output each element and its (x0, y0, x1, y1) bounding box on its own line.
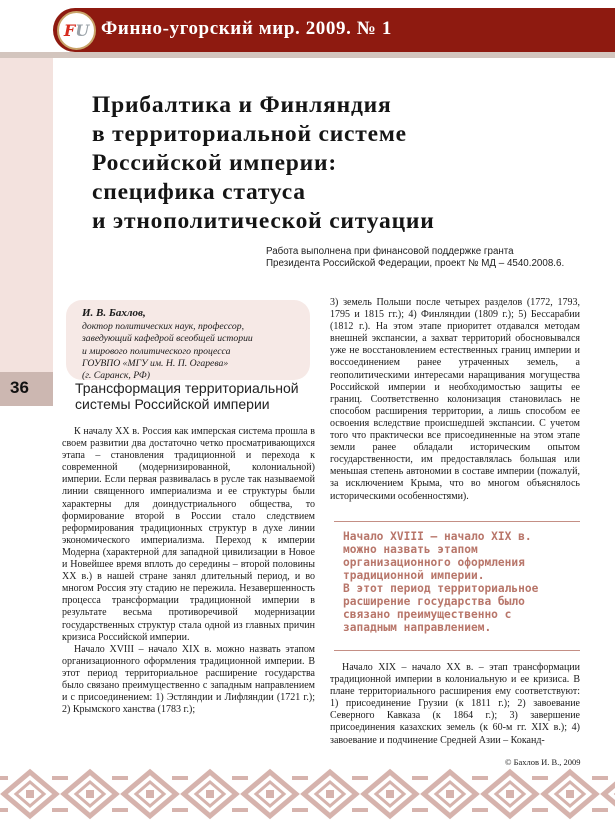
pull-quote-line: связано преимущественно с (343, 608, 512, 621)
grant-note-line: Работа выполнена при финансовой поддержке гранта (266, 246, 514, 257)
article-title-line: и этнополитической ситуации (92, 208, 435, 234)
pull-quote-line: Начало XVIII – начало XIX в. (343, 530, 532, 543)
section-heading-line: системы Российской империи (75, 396, 270, 412)
article-title-line: в территориальной системе (92, 121, 407, 147)
section-heading (75, 380, 299, 412)
logo-letter-u: U (75, 21, 90, 40)
left-column (62, 426, 315, 716)
grant-note (266, 246, 586, 270)
paragraph: Начало XIX – начало XX в. – этап трансформации традиционной империи в колониальную и ее кризиса. В плане территориального расширения ему соответствуют: 1) присоединение Грузии (к 1811 г.); 2) завоевание Северного Кавказа (к 1864 г.); 3) завершение присоединения казахских земель (к 60-м гг. XIX в.); 4) завоевание и подчинение Средней Азии – Коканд- (330, 662, 580, 746)
journal-logo (57, 11, 96, 50)
ornament-border (0, 768, 615, 820)
pull-quote-line: расширение государства было (343, 595, 525, 608)
pull-quote-line: организационного оформления (343, 556, 525, 569)
author-detail-line: ГОУВПО «МГУ им. Н. П. Огарева» (82, 357, 229, 369)
paragraph: 3) земель Польши после четырех разделов (1772, 1793, 1795 и 1815 гг.); 4) Финляндии (1809 г.); 5) Бессарабии (1812 г.). На этом этапе приоритет отдавался методам внешней экспансии, а захват территорий обосновывался уже не восстановлением естественных границ империи и воссоединением ранее утраченных земель, а геополитическими интересами наращивания могущества Российской империи и необходимостью защиты ее границ. Соответственно колонизация становилась не способом расширения территории, а лишь способом ее освоения вследствие происшедшей экспансии. С учетом того что практически все присоединенные на этом этапе земли ранее обладали историческим опытом государственности, им предоставлялась большая или меньшая степень автономии в составе империи (пожалуй, за исключением Крыма, что во многом объяснялось историческими особенностями). (330, 297, 580, 502)
right-column-bottom (330, 662, 580, 747)
copyright: © Бахлов И. В., 2009 (505, 757, 581, 767)
article-title-line: специфика статуса (92, 179, 306, 205)
pull-quote-line: В этот период территориальное (343, 582, 539, 595)
author-name: И. В. Бахлов, (82, 307, 146, 319)
article-title (92, 91, 562, 236)
pull-quote-line: традиционной империи. (343, 569, 485, 582)
pull-quote-rule-bottom (334, 650, 580, 651)
pull-quote-rule-top (334, 521, 580, 522)
pull-quote (343, 530, 583, 634)
article-title-line: Российской империи: (92, 150, 337, 176)
right-column-top (330, 297, 580, 503)
grant-note-line: Президента Российской Федерации, проект № МД – 4540.2008.6. (266, 258, 565, 269)
journal-title: Финно-угорский мир. 2009. № 1 (101, 18, 392, 39)
author-detail-line: заведующий кафедрой всеобщей истории (82, 333, 253, 345)
header-divider (0, 52, 615, 58)
pull-quote-line: западным направлением. (343, 621, 492, 634)
author-detail-line: (г. Саранск, РФ) (82, 370, 150, 382)
paragraph: Начало XVIII – начало XIX в. можно назвать этапом организационного оформления традиционной империи. В этот период территориальное расширение государства было связано преимущественно с западным направлением и с присоединением: 1) Эстляндии и Лифляндии (1721 г.); 2) Крымского ханства (1783 г.); (62, 643, 315, 716)
author-detail-line: и мирового политического процесса (82, 345, 231, 357)
left-margin-bar (0, 58, 53, 406)
article-title-line: Прибалтика и Финляндия (92, 92, 392, 118)
logo-letter-f: F (63, 21, 76, 40)
section-heading-line: Трансформация территориальной (75, 380, 299, 396)
author-details (82, 321, 253, 382)
author-detail-line: доктор политических наук, профессор, (82, 321, 245, 332)
pull-quote-line: можно назвать этапом (343, 543, 478, 556)
paragraph: К началу XX в. Россия как имперская система прошла в своем развитии два достаточно четко просматривающихся этапа – становления традиционной и перехода к современной (модернизированной, колониальной) империи. Если первая развивалась в русле так называемой линии священного империализма и ее структуры были характерны для доиндустриального общества, то формирование второй в России стало следствием реформирования традиционных структур в духе линии экономического империализма. Переход к империи Модерна (характерной для западной цивилизации в Новое и Новейшее время вплоть до середины – второй половины XX в.) в нашей стране занял длительный период, и во многом Россия эту стадию не пережила. Незавершенность процесса трансформации традиционной империи в результате весьма противоречивой модернизации государственных структур стала одной из главных причин кризиса Российской империи. (62, 426, 315, 643)
page-number: 36 (10, 378, 29, 397)
